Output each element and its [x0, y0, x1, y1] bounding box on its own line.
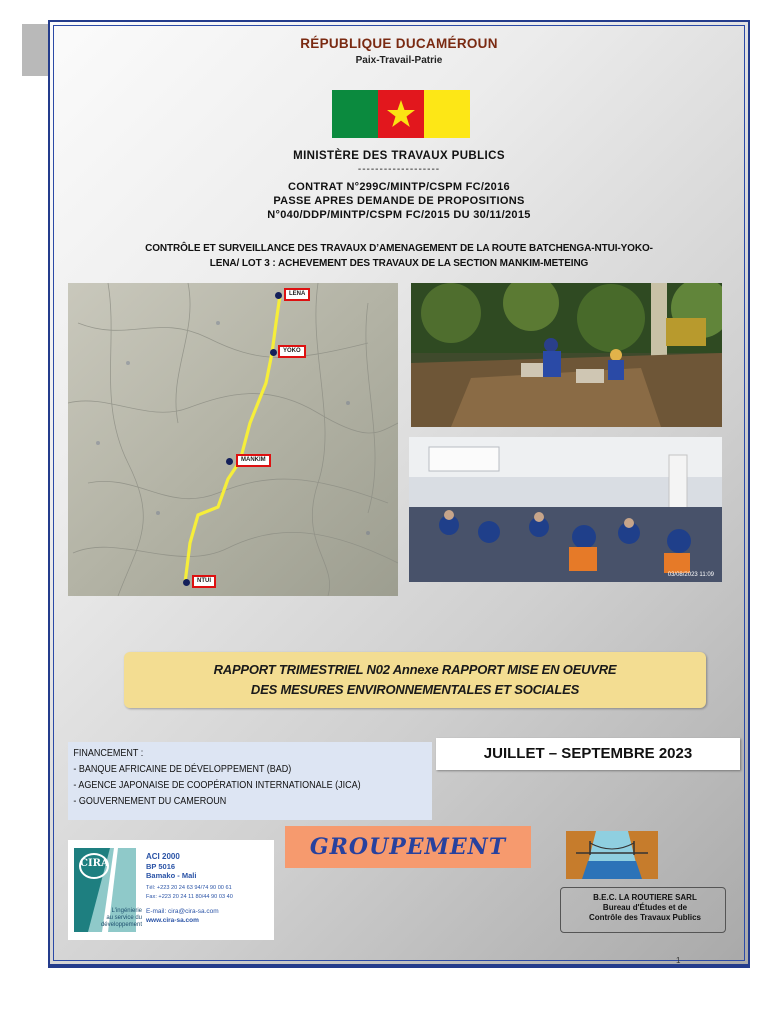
cira-tagline [70, 908, 142, 929]
cameroon-flag [332, 90, 470, 138]
yoko-label: YOKO [278, 345, 306, 358]
cira-fax: Fax: +223 20 24 11 80/44 90 03 40 [146, 894, 233, 900]
contract-block [48, 180, 750, 222]
mankim-label: MANKIM [236, 454, 271, 467]
bec-name: B.E.C. LA ROUTIERE SARL [593, 893, 697, 902]
report-period: JUILLET – SEPTEMBRE 2023 [436, 738, 740, 770]
project-title-line-2: LENA/ LOT 3 : ACHEVEMENT DES TRAVAUX DE LA SECTION MANKIM-METEING [209, 258, 589, 269]
ntui-label: NTUI [192, 575, 216, 588]
site-photo-image [411, 283, 722, 427]
star-icon [385, 98, 417, 130]
cira-city: Bamako - Mali [146, 871, 197, 880]
bottom-border [48, 965, 750, 968]
route-map-image [68, 283, 398, 596]
cira-bp: BP 5016 [146, 861, 176, 871]
route-map [68, 283, 398, 596]
cira-logo-text: CIRA [80, 858, 109, 869]
financing-item: - BANQUE AFRICAINE DE DÉVELOPPEMENT (BAD) [73, 764, 292, 775]
report-title-line-2: DES MESURES ENVIRONNEMENTALES ET SOCIALES [250, 682, 580, 697]
ministry-separator: ------------------- [357, 164, 441, 175]
ministry-name: MINISTÈRE DES TRAVAUX PUBLICS [293, 150, 505, 162]
financing-title: FINANCEMENT : [73, 748, 144, 759]
national-motto: Paix-Travail-Patrie [355, 55, 443, 66]
financing-item: - AGENCE JAPONAISE DE COOPÉRATION INTERNATIONALE (JICA) [73, 780, 361, 791]
meeting-photo-image [409, 437, 722, 582]
site-photo [411, 283, 722, 427]
groupement-banner: GROUPEMENT [285, 826, 531, 868]
cira-tagline-line-1: L'ingénierie [111, 908, 142, 914]
project-title [48, 241, 750, 271]
financing-item: - GOUVERNEMENT DU CAMEROUN [73, 796, 227, 807]
bec-subtitle-1: Bureau d'Études et de [602, 903, 688, 912]
cira-email: E-mail: cira@cira-sa.com [146, 907, 219, 915]
lena-marker [275, 292, 282, 299]
meeting-photo-timestamp: 03/08/2023 11:09 [667, 572, 714, 578]
cira-logo-block [68, 840, 274, 940]
cira-web: www.cira-sa.com [146, 917, 199, 924]
report-title-box [124, 652, 706, 708]
contract-line-2: PASSE APRES DEMANDE DE PROPOSITIONS [273, 195, 525, 207]
page-number: 1 [676, 956, 681, 965]
flag-yellow-stripe [424, 90, 470, 138]
financing-box [68, 742, 432, 820]
contract-line-1: CONTRAT N°299C/MINTP/CSPM FC/2016 [288, 181, 510, 193]
cira-contact [146, 852, 233, 926]
bec-subtitle-2: Contrôle des Travaux Publics [588, 913, 702, 922]
flag-green-stripe [332, 90, 378, 138]
bec-frame [560, 887, 726, 933]
contract-line-3: N°040/DDP/MINTP/CSPM FC/2015 DU 30/11/2015 [267, 209, 531, 221]
meeting-photo [409, 437, 722, 582]
yoko-marker [270, 349, 277, 356]
cira-tagline-line-2: au service du [106, 915, 142, 921]
bec-logo-block [556, 827, 730, 937]
project-title-line-1: CONTRÔLE ET SURVEILLANCE DES TRAVAUX D’AMENAGEMENT DE LA ROUTE BATCHENGA-NTUI-YOKO- [145, 243, 653, 254]
lena-label: LENA [284, 288, 310, 301]
cira-tagline-line-3: développement [100, 922, 142, 928]
cira-tel: Tél: +223 20 24 63 94/74 90 00 61 [146, 884, 232, 891]
report-title-line-1: RAPPORT TRIMESTRIEL N02 Annexe RAPPORT MISE EN OEUVRE [213, 662, 617, 677]
ntui-marker [183, 579, 190, 586]
republic-title: RÉPUBLIQUE DUCAMÉROUN [300, 36, 498, 51]
bridge-logo-icon [566, 831, 658, 879]
cira-name: ACI 2000 [146, 852, 180, 861]
mankim-marker [226, 458, 233, 465]
